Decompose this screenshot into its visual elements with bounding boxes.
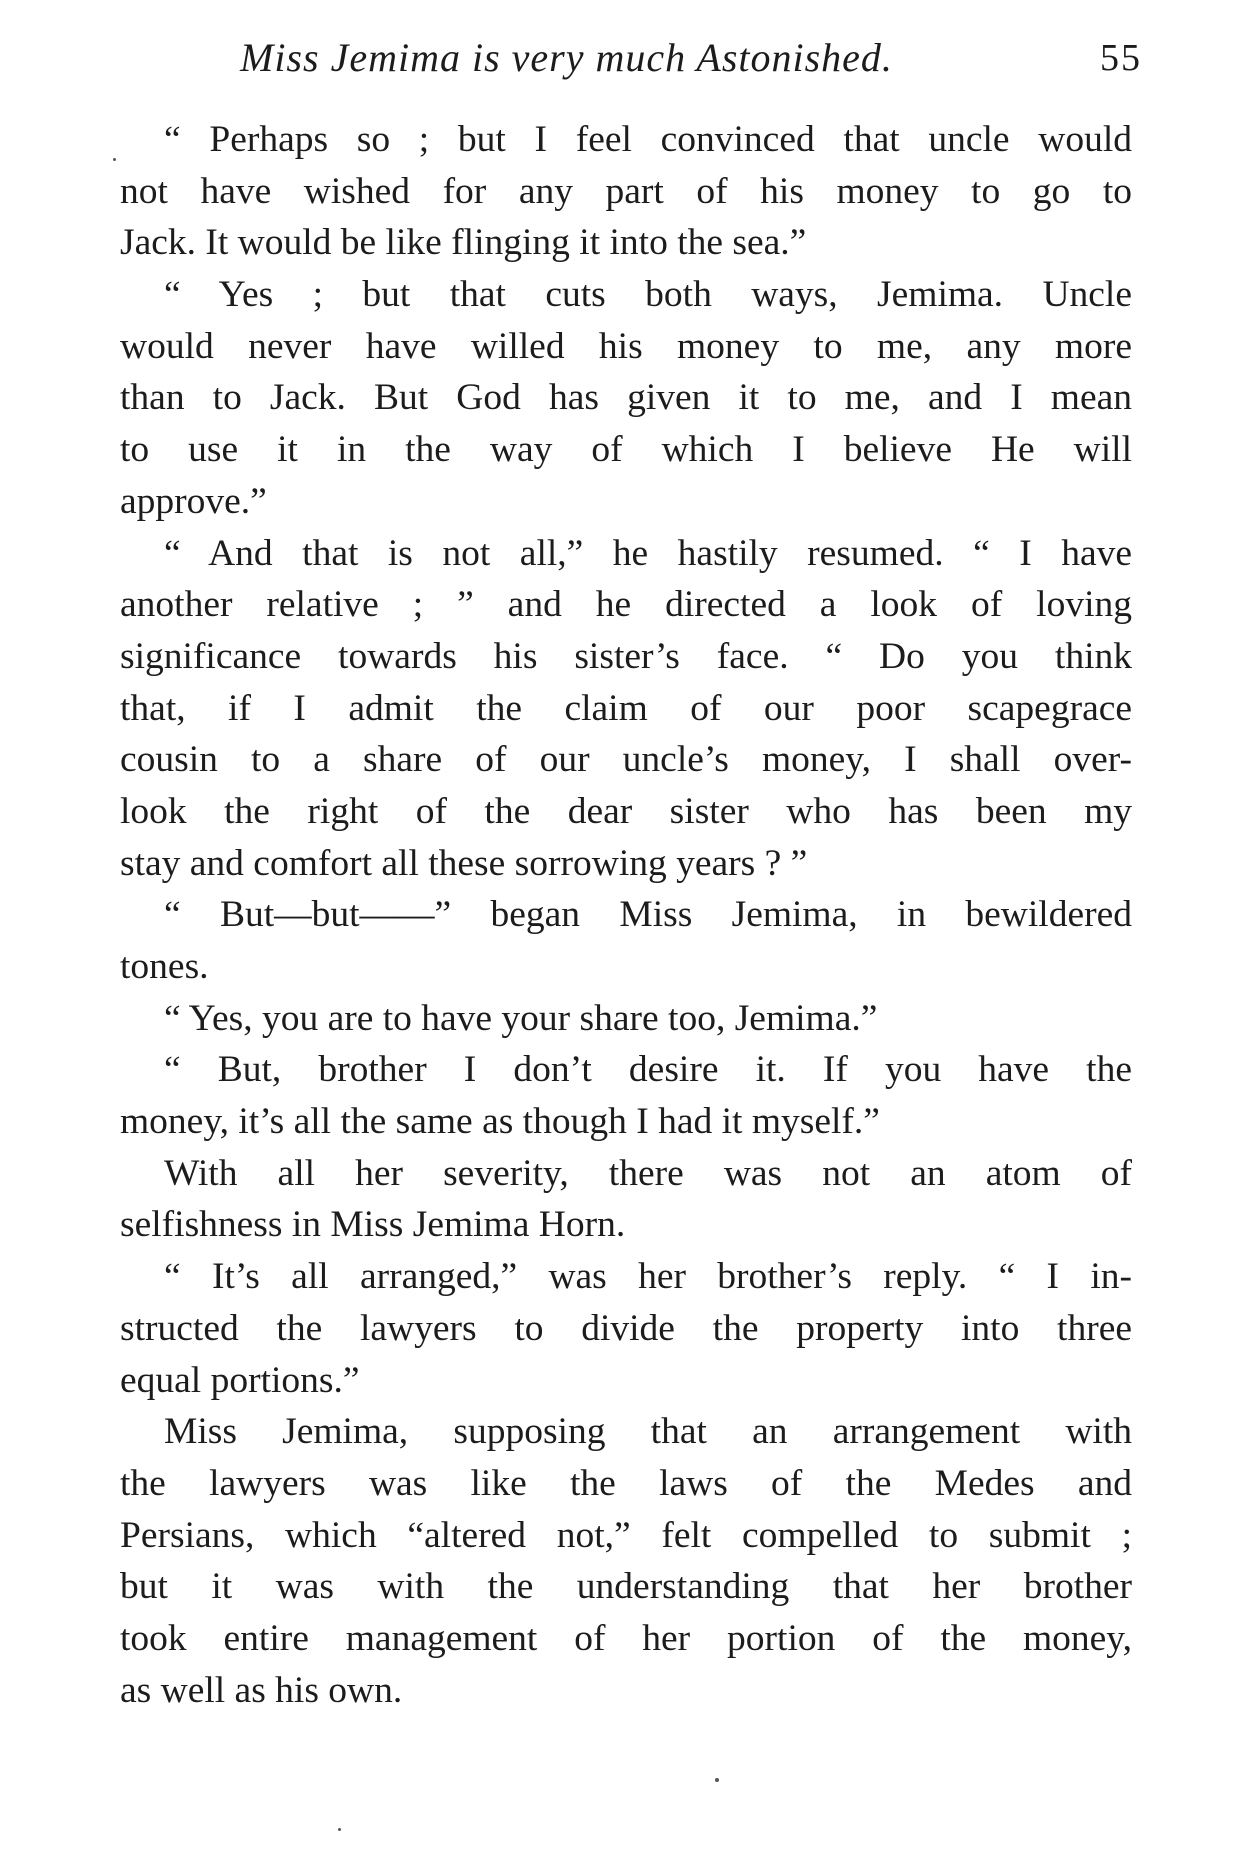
running-title: Miss Jemima is very much Astonished. — [240, 35, 893, 80]
paragraph — [120, 1406, 1132, 1716]
text-line: selfishness in Miss Jemima Horn. — [120, 1204, 626, 1246]
text-line: another relative ; ” and he directed a look of loving — [120, 584, 1132, 626]
running-head — [240, 34, 1140, 94]
text-line: would never have willed his money to me, any more — [120, 325, 1132, 367]
paragraph — [120, 1044, 1132, 1147]
text-line: “ And that is not all,” he hastily resumed. “ I have — [164, 532, 1132, 574]
text-line: Miss Jemima, supposing that an arrangement with — [164, 1411, 1132, 1453]
text-line: stay and comfort all these sorrowing years ? ” — [120, 842, 808, 884]
text-line: “ It’s all arranged,” was her brother’s reply. “ I in- — [164, 1256, 1132, 1298]
text-line: Persians, which “altered not,” felt compelled to submit ; — [120, 1514, 1132, 1556]
paper-speck — [113, 158, 116, 161]
paragraph — [120, 889, 1132, 992]
text-line: the lawyers was like the laws of the Medes and — [120, 1462, 1132, 1504]
text-line: equal portions.” — [120, 1359, 360, 1401]
text-line: took entire management of her portion of the money, — [120, 1617, 1132, 1659]
paragraph — [120, 1251, 1132, 1406]
text-line: “ But, brother I don’t desire it. If you have the — [164, 1049, 1132, 1091]
text-line: tones. — [120, 946, 209, 987]
page-number: 55 — [1100, 37, 1142, 79]
text-line: cousin to a share of our uncle’s money, I shall over- — [120, 739, 1132, 781]
paragraph — [120, 1148, 1132, 1251]
paragraph — [120, 528, 1132, 890]
paper-speck — [338, 1828, 341, 1831]
text-line: structed the lawyers to divide the property into three — [120, 1307, 1132, 1349]
text-line: “ But—but——” began Miss Jemima, in bewildered — [164, 894, 1132, 936]
text-line: money, it’s all the same as though I had it myself.” — [120, 1101, 880, 1143]
text-line: Jack. It would be like flinging it into the sea.” — [120, 222, 807, 264]
text-line: that, if I admit the claim of our poor scapegrace — [120, 687, 1132, 729]
text-line: to use it in the way of which I believe He will — [120, 429, 1132, 471]
text-line: With all her severity, there was not an atom of — [164, 1152, 1132, 1194]
paragraph — [120, 269, 1132, 527]
body-text — [120, 114, 1132, 1716]
text-line: but it was with the understanding that her brother — [120, 1566, 1132, 1608]
paper-speck — [715, 1778, 719, 1782]
paragraph — [120, 993, 1132, 1045]
text-line: than to Jack. But God has given it to me, and I mean — [120, 377, 1132, 419]
text-line: “ Perhaps so ; but I feel convinced that uncle would — [164, 119, 1132, 160]
paragraph — [120, 114, 1132, 269]
text-line: significance towards his sister’s face. “ Do you think — [120, 635, 1132, 677]
text-line: “ Yes ; but that cuts both ways, Jemima. Uncle — [164, 274, 1132, 316]
text-line: approve.” — [120, 480, 267, 522]
text-line: “ Yes, you are to have your share too, Jemima.” — [164, 997, 878, 1039]
text-line: look the right of the dear sister who has been my — [120, 790, 1132, 832]
text-line: as well as his own. — [120, 1669, 403, 1711]
text-line: not have wished for any part of his money to go to — [120, 170, 1132, 212]
